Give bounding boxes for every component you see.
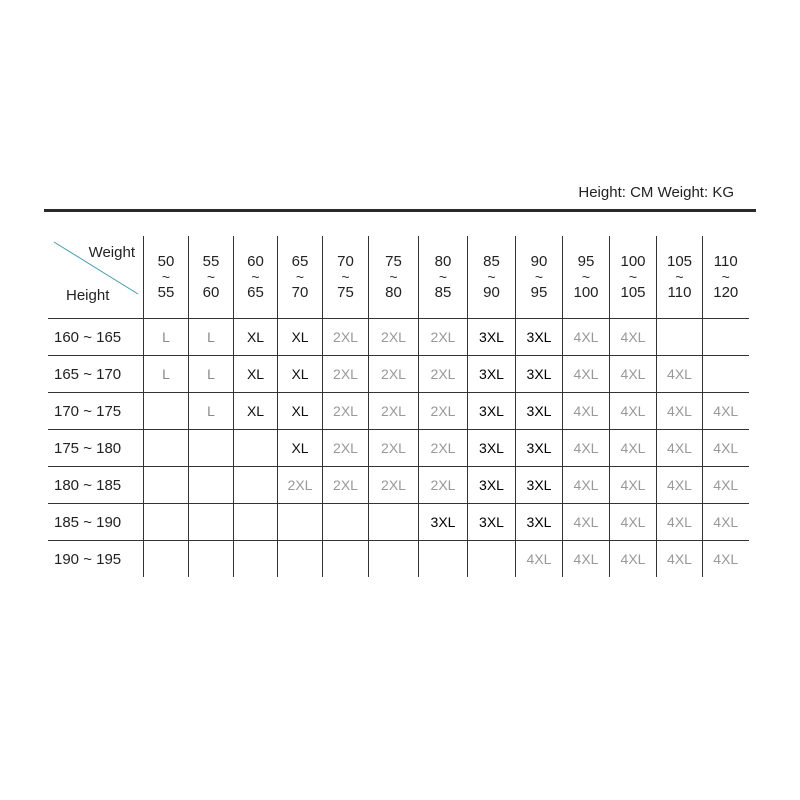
weight-from: 60 [247, 253, 264, 270]
size-cell [234, 430, 278, 467]
size-cell [189, 504, 234, 541]
tilde-separator: ~ [161, 269, 171, 285]
weight-from: 80 [434, 253, 452, 270]
size-cell: 3XL [468, 356, 516, 393]
table-row [48, 393, 749, 430]
size-cell: 4XL [657, 356, 703, 393]
weight-to: 90 [483, 284, 500, 301]
size-cell: L [189, 356, 234, 393]
weight-from: 75 [385, 253, 402, 270]
weight-col-header [610, 236, 657, 319]
size-cell: 3XL [468, 504, 516, 541]
size-cell: 4XL [703, 393, 749, 430]
size-cell: 2XL [369, 319, 419, 356]
size-cell: XL [278, 319, 323, 356]
weight-to: 75 [337, 284, 354, 301]
weight-from: 110 [713, 253, 738, 270]
size-cell: 2XL [419, 356, 468, 393]
size-cell [234, 504, 278, 541]
weight-to: 55 [157, 284, 175, 301]
size-cell: 4XL [610, 504, 657, 541]
tilde-separator: ~ [438, 269, 448, 285]
weight-to: 70 [291, 284, 309, 301]
size-cell: 4XL [610, 467, 657, 504]
height-range-label: 185 ~ 190 [48, 504, 144, 541]
size-cell [144, 504, 189, 541]
weight-to: 100 [573, 284, 599, 301]
size-cell [657, 319, 703, 356]
size-cell: 2XL [419, 430, 468, 467]
size-cell: 4XL [610, 541, 657, 578]
size-cell: 4XL [610, 393, 657, 430]
table-row [48, 541, 749, 578]
tilde-separator: ~ [295, 269, 305, 285]
size-cell: XL [278, 430, 323, 467]
size-cell [144, 393, 189, 430]
size-cell: 3XL [468, 319, 516, 356]
height-range-label: 160 ~ 165 [48, 319, 144, 356]
size-cell: 2XL [369, 467, 419, 504]
units-note: Height: CM Weight: KG [578, 184, 734, 201]
weight-col-header [369, 236, 419, 319]
weight-from: 90 [530, 253, 548, 270]
size-cell: 4XL [657, 541, 703, 578]
size-cell: 3XL [516, 430, 563, 467]
size-cell: XL [278, 393, 323, 430]
size-cell: 3XL [468, 430, 516, 467]
size-cell: 2XL [323, 393, 369, 430]
weight-col-header [563, 236, 610, 319]
size-cell: 4XL [657, 467, 703, 504]
weight-from: 50 [157, 253, 175, 270]
size-cell: 3XL [516, 504, 563, 541]
weight-to: 105 [620, 284, 646, 301]
weight-col-header [144, 236, 189, 319]
size-cell [189, 467, 234, 504]
size-cell: 4XL [610, 356, 657, 393]
size-cell: 4XL [563, 319, 610, 356]
size-cell: 4XL [563, 393, 610, 430]
weight-header-row [48, 236, 749, 319]
size-cell: 2XL [369, 356, 419, 393]
weight-axis-label: Weight [88, 244, 135, 261]
size-cell [369, 504, 419, 541]
size-cell [144, 430, 189, 467]
height-range-label: 190 ~ 195 [54, 550, 122, 568]
size-cell: 4XL [703, 430, 749, 467]
tilde-separator: ~ [721, 269, 730, 285]
weight-to: 80 [385, 284, 402, 301]
size-cell: 4XL [610, 319, 657, 356]
size-cell: 3XL [468, 393, 516, 430]
size-cell: L [189, 319, 234, 356]
tilde-separator: ~ [675, 269, 684, 285]
size-cell: 3XL [419, 504, 468, 541]
weight-to: 65 [247, 284, 264, 301]
size-cell: 4XL [657, 393, 703, 430]
weight-col-header [703, 236, 749, 319]
size-cell [419, 541, 468, 578]
size-cell [234, 467, 278, 504]
size-cell: 2XL [323, 356, 369, 393]
size-cell [189, 541, 234, 578]
weight-from: 95 [577, 253, 595, 270]
size-cell: 4XL [563, 541, 610, 578]
size-cell: 4XL [703, 467, 749, 504]
weight-col-header [657, 236, 703, 319]
tilde-separator: ~ [628, 269, 638, 285]
corner-cell [48, 236, 144, 319]
tilde-separator: ~ [534, 269, 544, 285]
size-cell: 4XL [610, 430, 657, 467]
size-cell [278, 541, 323, 578]
weight-to: 120 [713, 284, 739, 301]
size-cell: 4XL [563, 430, 610, 467]
size-cell: 4XL [563, 356, 610, 393]
table-row [48, 467, 749, 504]
size-cell: 4XL [703, 541, 749, 578]
size-cell: 3XL [516, 467, 563, 504]
size-cell: 2XL [369, 393, 419, 430]
size-cell [323, 541, 369, 578]
size-cell [323, 504, 369, 541]
weight-col-header [323, 236, 369, 319]
height-range-label: 180 ~ 185 [48, 467, 144, 504]
size-chart-table [48, 236, 749, 577]
size-cell [234, 541, 278, 578]
size-cell: 2XL [323, 467, 369, 504]
size-cell [369, 541, 419, 578]
tilde-separator: ~ [581, 269, 591, 285]
size-cell: L [144, 356, 189, 393]
size-cell: 3XL [516, 393, 563, 430]
weight-to: 60 [202, 284, 220, 301]
weight-col-header [234, 236, 278, 319]
size-cell [144, 467, 189, 504]
table-row [48, 504, 749, 541]
size-cell: XL [234, 319, 278, 356]
tilde-separator: ~ [389, 269, 398, 285]
size-cell: 3XL [468, 467, 516, 504]
size-cell: 3XL [516, 356, 563, 393]
weight-col-header [419, 236, 468, 319]
size-cell: 2XL [323, 319, 369, 356]
size-cell: 2XL [323, 430, 369, 467]
size-cell: 4XL [563, 467, 610, 504]
size-cell: 4XL [657, 430, 703, 467]
size-cell [703, 319, 749, 356]
weight-col-header [468, 236, 516, 319]
size-cell: 2XL [369, 430, 419, 467]
size-cell: 2XL [419, 393, 468, 430]
height-axis-label: Height [66, 287, 110, 304]
table-row [48, 430, 749, 467]
size-cell [278, 504, 323, 541]
weight-from: 70 [337, 253, 354, 270]
weight-from: 105 [666, 253, 693, 270]
height-range-label: 175 ~ 180 [48, 430, 144, 467]
tilde-separator: ~ [206, 269, 216, 285]
size-cell: 4XL [703, 504, 749, 541]
size-cell: XL [278, 356, 323, 393]
weight-col-header [278, 236, 323, 319]
tilde-separator: ~ [251, 269, 260, 285]
weight-to: 85 [434, 284, 452, 301]
weight-to: 110 [667, 284, 692, 301]
size-cell: 4XL [516, 541, 563, 578]
size-cell [703, 356, 749, 393]
size-cell [189, 430, 234, 467]
header-rule [44, 209, 756, 212]
size-cell: 4XL [563, 504, 610, 541]
size-cell: 2XL [419, 319, 468, 356]
weight-col-header [516, 236, 563, 319]
tilde-separator: ~ [487, 269, 496, 285]
weight-from: 55 [202, 253, 220, 270]
weight-from: 85 [483, 253, 500, 270]
size-cell: 2XL [278, 467, 323, 504]
size-cell [468, 541, 516, 578]
table-row [48, 356, 749, 393]
weight-to: 95 [530, 284, 548, 301]
table-row [48, 319, 749, 356]
size-cell [144, 541, 189, 578]
size-cell: XL [234, 393, 278, 430]
weight-col-header [189, 236, 234, 319]
tilde-separator: ~ [341, 269, 350, 285]
size-cell: 2XL [419, 467, 468, 504]
size-cell: 3XL [516, 319, 563, 356]
weight-from: 100 [620, 253, 646, 270]
weight-from: 65 [291, 253, 309, 270]
size-cell: 4XL [657, 504, 703, 541]
height-range-label: 170 ~ 175 [48, 393, 144, 430]
size-cell: L [144, 319, 189, 356]
height-range-label: 165 ~ 170 [48, 356, 144, 393]
size-cell: XL [234, 356, 278, 393]
size-cell: L [189, 393, 234, 430]
